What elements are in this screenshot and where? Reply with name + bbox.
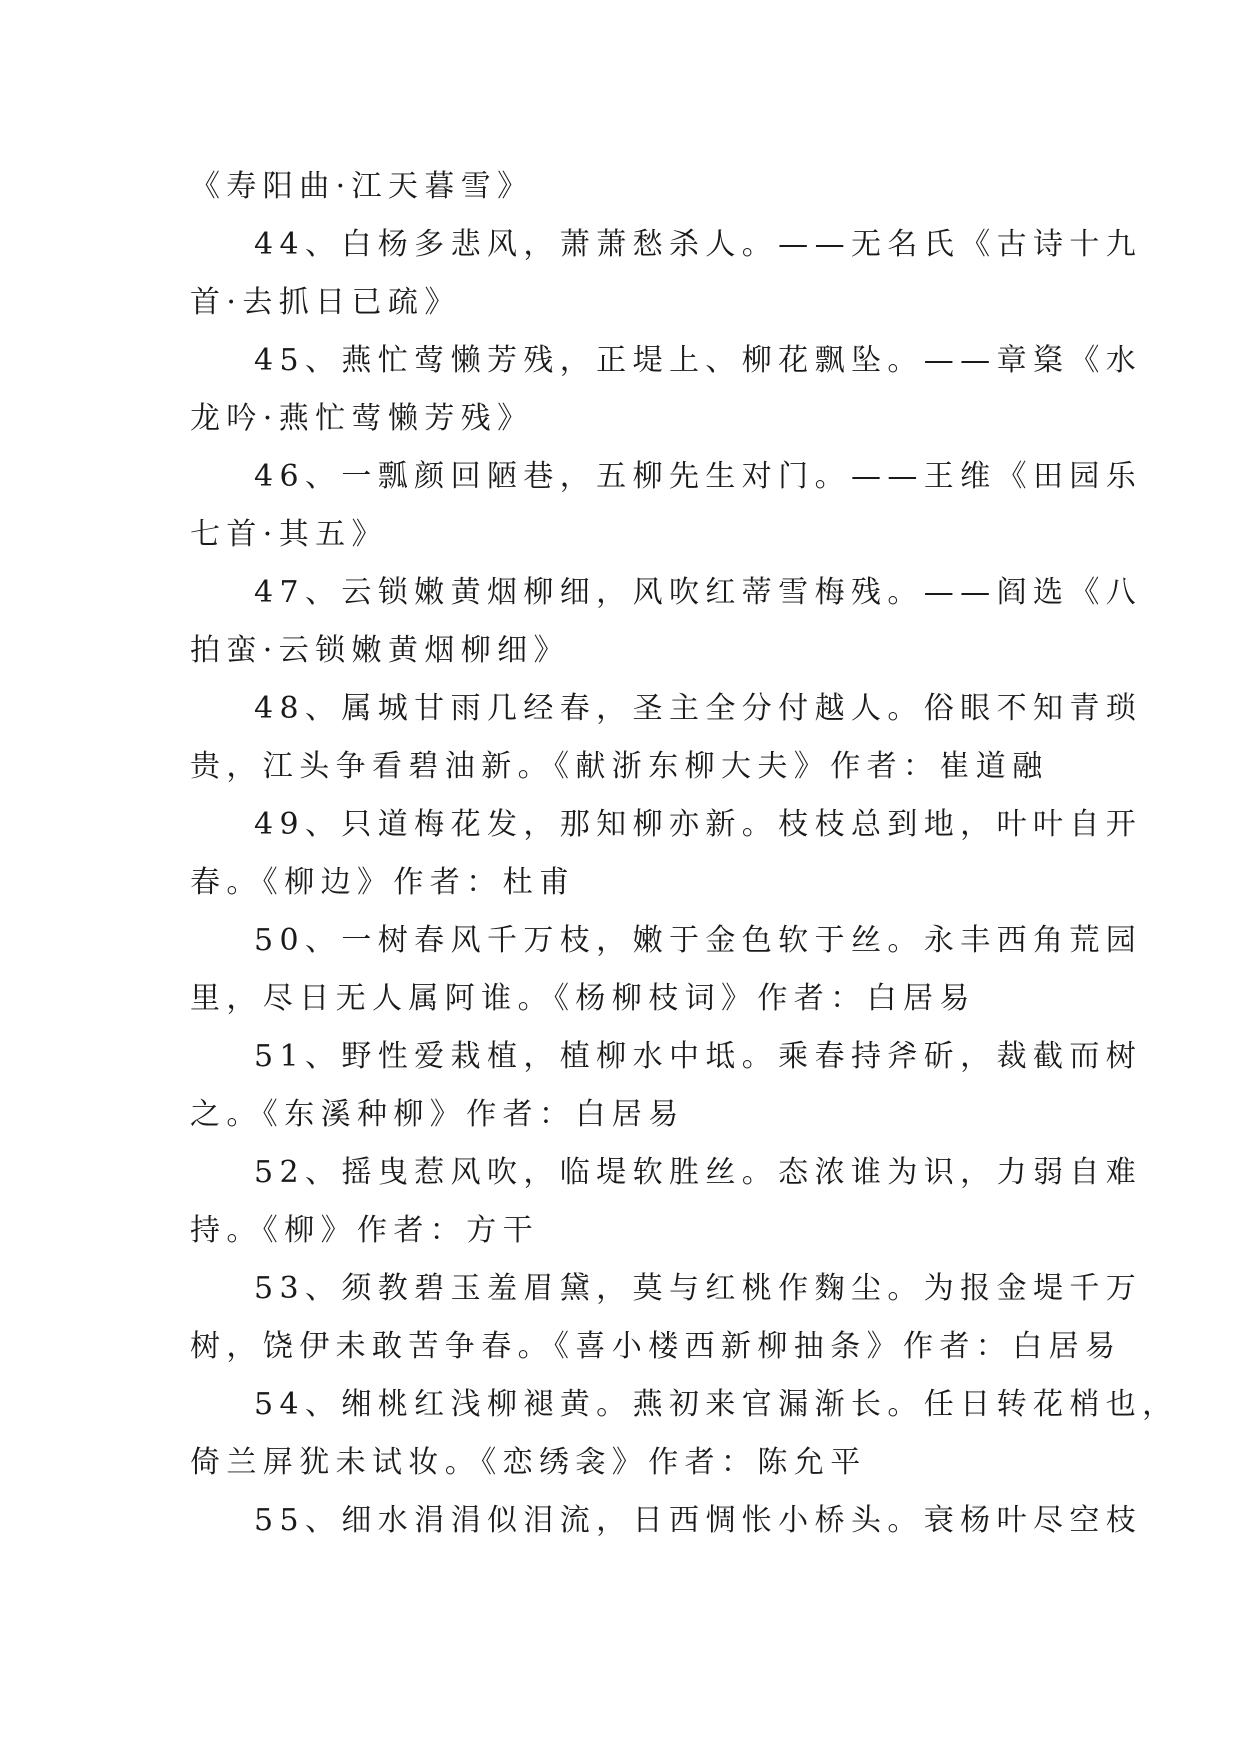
text-line: 首·去抓日已疏》 <box>190 285 461 320</box>
text-line: 持。《柳》作者：方干 <box>190 1213 539 1248</box>
poem-text-body <box>190 158 1179 1550</box>
text-line: 《寿阳曲·江天暮雪》 <box>190 169 534 204</box>
text-line: 龙吟·燕忙莺懒芳残》 <box>190 401 534 436</box>
text-line: 52、摇曳惹风吹，临堤软胜丝。态浓谁为识，力弱自难 <box>254 1155 1143 1190</box>
text-line: 49、只道梅花发，那知柳亦新。枝枝总到地，叶叶自开 <box>254 807 1143 842</box>
text-line: 七首·其五》 <box>190 517 388 552</box>
text-line: 54、缃桃红浅柳褪黄。燕初来官漏渐长。任日转花梢也， <box>254 1387 1179 1422</box>
text-line: 倚兰屏犹未试妆。《恋绣衾》作者：陈允平 <box>190 1445 867 1480</box>
text-line: 46、一瓢颜回陋巷，五柳先生对门。——王维《田园乐 <box>254 459 1143 494</box>
text-line: 44、白杨多悲风，萧萧愁杀人。——无名氏《古诗十九 <box>254 227 1143 262</box>
text-line: 50、一树春风千万枝，嫩于金色软于丝。永丰西角荒园 <box>254 923 1143 958</box>
text-line: 48、属城甘雨几经春，圣主全分付越人。俗眼不知青琐 <box>254 691 1143 726</box>
text-line: 51、野性爱栽植，植柳水中坻。乘春持斧斫，裁截而树 <box>254 1039 1143 1074</box>
text-line: 春。《柳边》作者：杜甫 <box>190 865 576 900</box>
text-line: 拍蛮·云锁嫩黄烟柳细》 <box>190 633 570 668</box>
text-line: 之。《东溪种柳》作者：白居易 <box>190 1097 685 1132</box>
text-line: 里，尽日无人属阿谁。《杨柳枝词》作者：白居易 <box>190 981 976 1016</box>
text-line: 47、云锁嫩黄烟柳细，风吹红蒂雪梅残。——阎选《八 <box>254 575 1143 610</box>
text-line: 53、须教碧玉羞眉黛，莫与红桃作麴尘。为报金堤千万 <box>254 1271 1143 1306</box>
text-line: 55、细水涓涓似泪流，日西惆怅小桥头。衰杨叶尽空枝 <box>254 1503 1143 1538</box>
text-line: 树，饶伊未敢苦争春。《喜小楼西新柳抽条》作者：白居易 <box>190 1329 1122 1364</box>
text-line: 贵，江头争看碧油新。《献浙东柳大夫》作者：崔道融 <box>190 749 1049 784</box>
text-line: 45、燕忙莺懒芳残，正堤上、柳花飘坠。——章楶《水 <box>254 343 1143 378</box>
